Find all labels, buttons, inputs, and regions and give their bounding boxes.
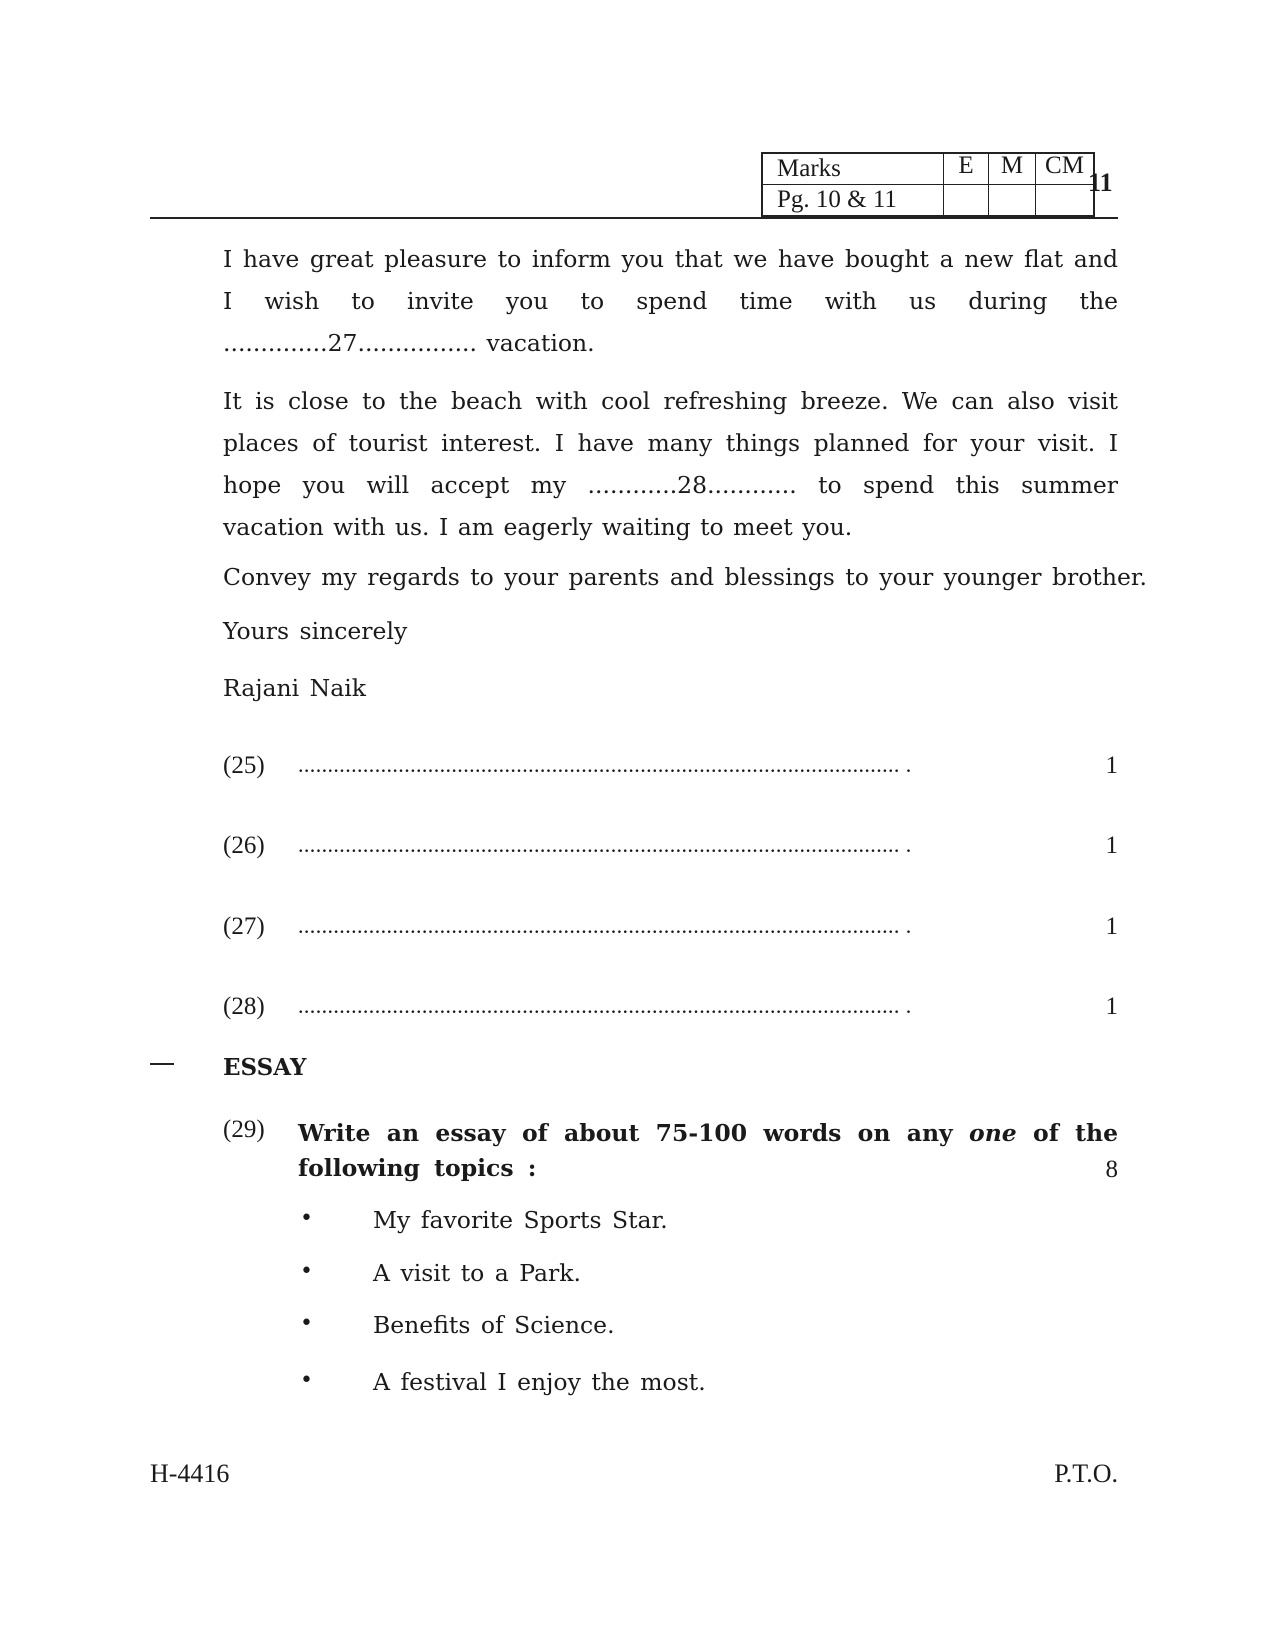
letter-paragraph-2: It is close to the beach with cool refreshing breeze. We can also visit places of tourist interest. I have many things planned for your visit. I hope you will accept my ............28............ to spend this summer vacation with us. I am eagerly waiting to meet you. [223,387,1118,541]
paper-code: H-4416 [150,1459,230,1488]
marks-label: Marks [762,153,944,185]
answer-row [223,993,1118,1023]
marks-col-m: M [989,153,1036,185]
answer-blank[interactable]: ...................................................................................................... . [298,913,912,938]
section-dash [150,1063,174,1065]
answer-mark: 1 [1105,752,1118,779]
marks-col-cm: CM [1036,153,1095,185]
bullet-icon: • [300,1368,313,1393]
letter-paragraph-1: I have great pleasure to inform you that we have bought a new flat and I wish to invite you to spend time with us during the ..............27................ vacation. [223,245,1118,357]
letter-signature: Rajani Naik [223,674,366,702]
question-part-2: of the [1033,1119,1119,1147]
answer-number: (25) [223,752,265,779]
answer-number: (28) [223,993,265,1020]
topic-text: Benefits of Science. [373,1311,615,1339]
letter-paragraph-3: Convey my regards to your parents and blessings to your younger brother. [223,563,1148,591]
bullet-icon: • [300,1259,313,1284]
marks-cell-m [989,185,1036,217]
letter-closing: Yours sincerely [223,617,408,645]
question-emphasis: one [969,1119,1017,1147]
pto-label: P.T.O. [1054,1459,1118,1488]
marks-table [761,152,1095,217]
essay-heading: ESSAY [223,1054,307,1081]
header-rule [150,217,1118,219]
marks-cell-cm [1036,185,1095,217]
answer-blank[interactable]: ...................................................................................................... . [298,993,912,1018]
bullet-icon: • [300,1206,313,1231]
question-marks: 8 [1105,1156,1118,1183]
answer-mark: 1 [1105,832,1118,859]
bullet-icon: • [300,1311,313,1336]
question-line-2: following topics : [298,1154,537,1182]
answer-blank[interactable]: ...................................................................................................... . [298,832,912,857]
topic-text: My favorite Sports Star. [373,1206,668,1234]
answer-row [223,752,1118,782]
question-number: (29) [223,1116,265,1143]
answer-row [223,913,1118,943]
question-line-1 [298,1112,1118,1154]
topic-text: A festival I enjoy the most. [373,1368,706,1396]
answer-row [223,832,1118,862]
marks-pages-label: Pg. 10 & 11 [762,185,944,217]
answer-number: (26) [223,832,265,859]
answer-blank[interactable]: ...................................................................................................... . [298,752,912,777]
page-number: 11 [1088,168,1113,197]
answer-number: (27) [223,913,265,940]
answer-mark: 1 [1105,993,1118,1020]
marks-col-e: E [944,153,989,185]
question-part-1: Write an essay of about 75-100 words on any [298,1119,953,1147]
topic-text: A visit to a Park. [373,1259,581,1287]
answer-mark: 1 [1105,913,1118,940]
marks-cell-e [944,185,989,217]
